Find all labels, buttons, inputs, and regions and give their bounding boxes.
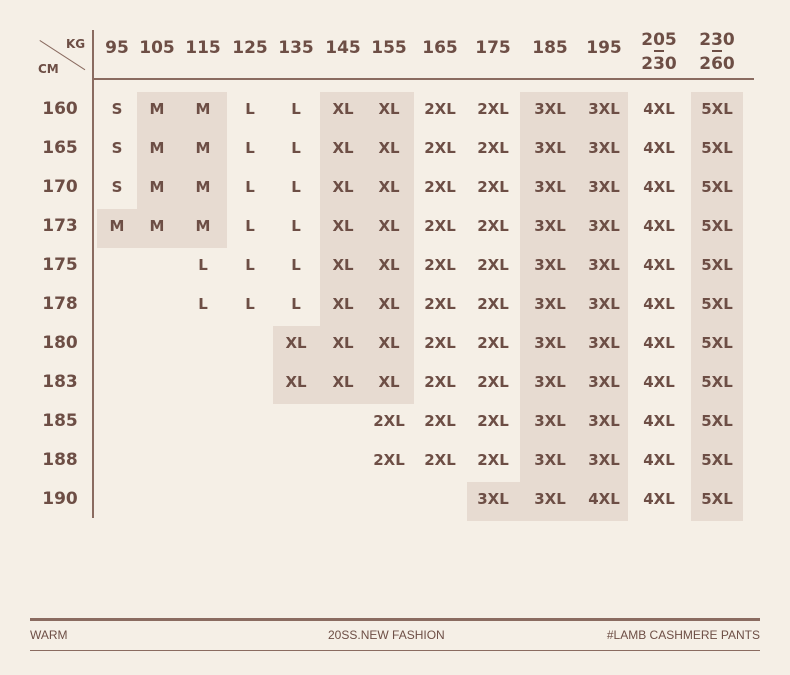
size-cell: XL [332,256,354,274]
cm-unit-label: CM [38,62,59,76]
weight-range-top: 230 [699,30,735,50]
size-cell: 3XL [588,256,620,274]
header-horizontal-rule [92,78,754,80]
size-cell: 2XL [477,451,509,469]
size-cell: 3XL [534,334,566,352]
weight-label: 135 [278,38,314,58]
size-cell: 5XL [701,217,733,235]
size-cell: S [111,139,123,157]
size-cell: 2XL [477,217,509,235]
size-cell: L [291,256,301,274]
size-cell: 5XL [701,334,733,352]
size-cell: XL [378,217,400,235]
weight-label: 175 [475,38,511,58]
size-cell: L [291,295,301,313]
size-cell: M [149,139,165,157]
size-cell: XL [332,178,354,196]
height-label: 160 [42,99,78,119]
size-cell: 2XL [373,451,405,469]
height-label: 190 [42,489,78,509]
size-cell: 2XL [477,412,509,430]
size-cell: 2XL [424,256,456,274]
size-cell: M [109,217,125,235]
weight-label: 165 [422,38,458,58]
size-cell: 3XL [534,178,566,196]
size-cell: 3XL [534,256,566,274]
kg-unit-label: KG [66,37,86,51]
size-cell: 4XL [643,451,675,469]
size-cell: 4XL [643,178,675,196]
weight-range-bottom: 260 [699,54,735,74]
size-cell: S [111,178,123,196]
size-cell: 4XL [643,217,675,235]
size-cell: 3XL [588,334,620,352]
size-cell: 4XL [643,139,675,157]
size-cell: XL [378,178,400,196]
size-cell: 3XL [534,490,566,508]
size-cell: 3XL [534,139,566,157]
weight-range-label [694,29,740,75]
height-label: 175 [42,255,78,275]
size-cell: 3XL [588,217,620,235]
size-cell: M [195,139,211,157]
size-cell: L [245,100,255,118]
weight-range-label [636,29,682,75]
height-label: 173 [42,216,78,236]
height-label: 178 [42,294,78,314]
size-cell: 2XL [424,100,456,118]
size-cell: XL [332,295,354,313]
size-cell: L [198,295,208,313]
size-cell: L [198,256,208,274]
size-cell: 2XL [424,178,456,196]
weight-label: 115 [185,38,221,58]
size-cell: 2XL [477,256,509,274]
footer-bottom-rule [30,650,760,651]
height-label: 183 [42,372,78,392]
size-cell: XL [378,334,400,352]
size-cell: L [245,256,255,274]
size-cell: 5XL [701,412,733,430]
size-cell: 4XL [643,295,675,313]
footer-right-text: #LAMB CASHMERE PANTS [606,628,760,642]
size-cell: M [149,178,165,196]
size-cell: L [291,217,301,235]
size-cell: XL [332,217,354,235]
size-cell: 5XL [701,256,733,274]
size-cell: M [195,100,211,118]
size-cell: 3XL [534,100,566,118]
size-cell: 4XL [643,373,675,391]
height-label: 170 [42,177,78,197]
size-cell: 5XL [701,373,733,391]
size-cell: 5XL [701,451,733,469]
footer-top-rule [30,618,760,621]
size-cell: 2XL [477,139,509,157]
size-cell: 4XL [643,490,675,508]
size-cell: 3XL [477,490,509,508]
footer-center-text: 20SS.NEW FASHION [328,628,445,642]
size-cell: XL [332,100,354,118]
size-cell: 4XL [588,490,620,508]
size-cell: XL [378,139,400,157]
size-cell: XL [285,334,307,352]
size-cell: XL [332,373,354,391]
height-label: 180 [42,333,78,353]
size-cell: XL [378,295,400,313]
size-cell: 2XL [424,217,456,235]
height-label: 188 [42,450,78,470]
size-cell: 4XL [643,100,675,118]
size-cell: XL [285,373,307,391]
size-cell: L [291,178,301,196]
size-cell: L [291,100,301,118]
size-cell: S [111,100,123,118]
size-cell: 5XL [701,295,733,313]
weight-label: 95 [105,38,129,58]
size-cell: 4XL [643,334,675,352]
size-cell: 3XL [588,100,620,118]
size-cell: L [245,139,255,157]
size-cell: XL [332,334,354,352]
size-cell: 5XL [701,178,733,196]
weight-label: 105 [139,38,175,58]
weight-label: 155 [371,38,407,58]
weight-label: 185 [532,38,568,58]
size-cell: 3XL [588,412,620,430]
height-label: 185 [42,411,78,431]
size-cell: 3XL [588,295,620,313]
footer-left-text: WARM [30,628,68,642]
size-cell: L [291,139,301,157]
size-cell: XL [378,373,400,391]
size-cell: L [245,178,255,196]
size-cell: 2XL [477,100,509,118]
size-cell: 3XL [588,139,620,157]
size-cell: XL [378,100,400,118]
size-cell: 3XL [534,295,566,313]
size-cell: M [149,217,165,235]
size-cell: 3XL [534,373,566,391]
size-cell: 3XL [588,178,620,196]
weight-label: 195 [586,38,622,58]
size-cell: 2XL [424,373,456,391]
weight-label: 125 [232,38,268,58]
size-cell: 2XL [424,451,456,469]
height-label: 165 [42,138,78,158]
size-cell: 2XL [424,412,456,430]
size-cell: 3XL [534,217,566,235]
size-cell: 2XL [477,373,509,391]
size-cell: L [245,295,255,313]
size-cell: 2XL [477,178,509,196]
size-cell: 5XL [701,100,733,118]
size-cell: 3XL [534,412,566,430]
weight-range-top: 205 [641,30,677,50]
weight-label: 145 [325,38,361,58]
size-cell: 4XL [643,412,675,430]
size-cell: 2XL [477,334,509,352]
size-cell: 3XL [588,373,620,391]
size-cell: 3XL [588,451,620,469]
size-cell: 2XL [477,295,509,313]
size-cell: XL [332,139,354,157]
size-cell: M [195,217,211,235]
size-cell: 2XL [373,412,405,430]
size-cell: 2XL [424,334,456,352]
size-cell: M [195,178,211,196]
size-cell: XL [378,256,400,274]
size-cell: 5XL [701,490,733,508]
weight-range-bottom: 230 [641,54,677,74]
size-cell: 3XL [534,451,566,469]
size-cell: 2XL [424,295,456,313]
size-cell: 4XL [643,256,675,274]
size-cell: 2XL [424,139,456,157]
size-cell: 5XL [701,139,733,157]
size-cell: M [149,100,165,118]
size-cell: L [245,217,255,235]
